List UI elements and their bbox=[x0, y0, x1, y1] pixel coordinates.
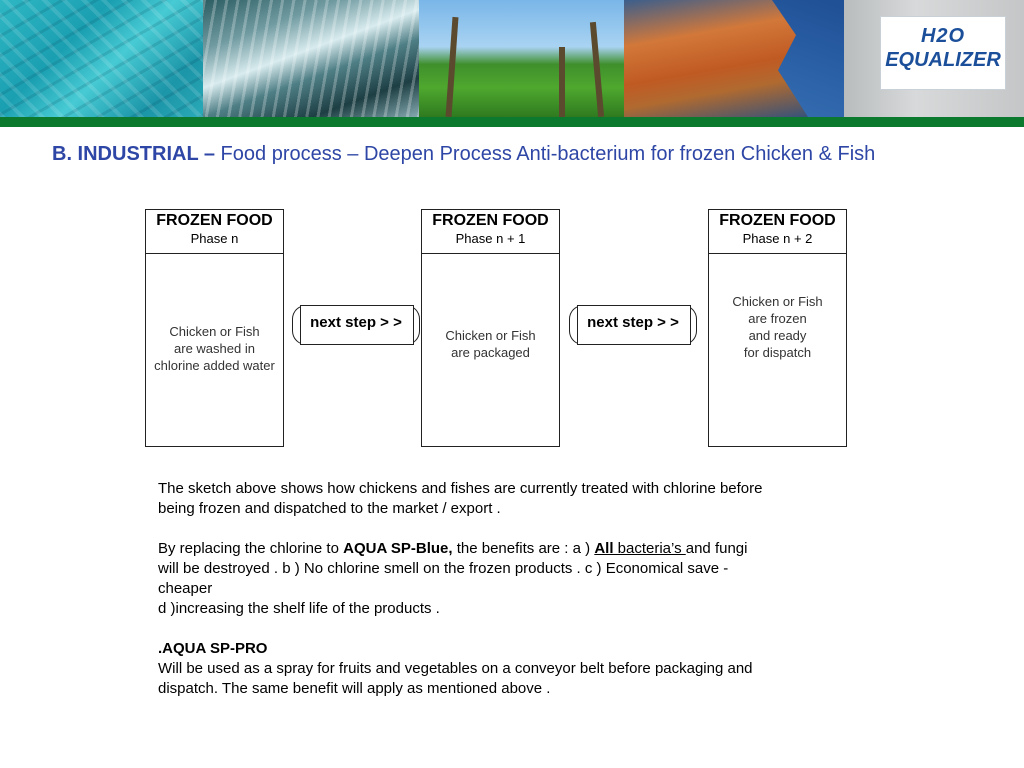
slide-title bbox=[52, 143, 875, 166]
title-subject: Food process – Deepen Process Anti-bacterium for frozen Chicken & Fish bbox=[220, 143, 876, 165]
logo-line-2: EQUALIZER bbox=[885, 49, 1001, 71]
next-step-arrow-1 bbox=[292, 305, 420, 343]
header-divider bbox=[0, 117, 1024, 127]
phase-box-3 bbox=[708, 209, 847, 447]
phase-line: Chicken or Fish bbox=[732, 294, 823, 309]
next-step-label: next step > > bbox=[310, 314, 402, 331]
phase-box-1 bbox=[145, 209, 284, 447]
phase-description bbox=[709, 293, 846, 361]
sp-pro-heading: .AQUA SP-PRO bbox=[158, 640, 268, 657]
phase-line: are packaged bbox=[451, 345, 530, 360]
h2o-equalizer-logo bbox=[880, 16, 1006, 90]
text-line: being frozen and dispatched to the market / export . bbox=[158, 500, 501, 517]
next-step-arrow-2 bbox=[569, 305, 697, 343]
phase-line: Chicken or Fish bbox=[169, 324, 260, 339]
banner-image-palm-trees bbox=[419, 0, 624, 117]
text-line: The sketch above shows how chickens and fishes are currently treated with chlorine before bbox=[158, 480, 763, 497]
phase-description bbox=[146, 323, 283, 374]
text-line: d )increasing the shelf life of the products . bbox=[158, 600, 440, 617]
banner-image-water bbox=[0, 0, 203, 117]
paragraph-benefits bbox=[158, 539, 747, 619]
phase-line: Chicken or Fish bbox=[445, 328, 536, 343]
text-line: Will be used as a spray for fruits and vegetables on a conveyor belt before packaging and bbox=[158, 660, 753, 677]
phase-heading: FROZEN FOOD bbox=[432, 212, 549, 229]
paragraph-sp-pro bbox=[158, 639, 753, 699]
phase-label: Phase n + 2 bbox=[742, 231, 813, 246]
title-section: B. INDUSTRIAL – bbox=[52, 143, 215, 165]
phase-box-header bbox=[422, 212, 559, 254]
emphasis-all: All bbox=[594, 540, 614, 557]
phase-line: for dispatch bbox=[743, 345, 812, 360]
paragraph-sketch bbox=[158, 479, 762, 519]
phase-box-2 bbox=[421, 209, 560, 447]
phase-line: are washed in bbox=[174, 341, 255, 356]
phase-line: and ready bbox=[748, 328, 807, 343]
logo-line-1: H2O bbox=[920, 25, 966, 47]
text-line: cheaper bbox=[158, 580, 213, 597]
text-line: dispatch. The same benefit will apply as mentioned above . bbox=[158, 680, 551, 697]
phase-label: Phase n + 1 bbox=[455, 231, 526, 246]
phase-box-header bbox=[709, 212, 846, 254]
text-line: will be destroyed . b ) No chlorine smell on the frozen products . c ) Economical save - bbox=[158, 560, 729, 577]
header-banner bbox=[0, 0, 1024, 117]
phase-heading: FROZEN FOOD bbox=[719, 212, 836, 229]
product-name: AQUA SP-Blue, bbox=[343, 540, 453, 557]
phase-description bbox=[422, 327, 559, 361]
phase-box-header bbox=[146, 212, 283, 254]
phase-line: are frozen bbox=[748, 311, 807, 326]
next-step-label: next step > > bbox=[587, 314, 679, 331]
banner-image-waterfall bbox=[203, 0, 419, 117]
banner-image-marsh bbox=[624, 0, 844, 117]
phase-heading: FROZEN FOOD bbox=[156, 212, 273, 229]
phase-label: Phase n bbox=[190, 231, 239, 246]
text-line: By replacing the chlorine to AQUA SP-Blue, the benefits are : a ) All bacteria’s and fungi bbox=[158, 540, 748, 557]
phase-line: chlorine added water bbox=[154, 358, 275, 373]
